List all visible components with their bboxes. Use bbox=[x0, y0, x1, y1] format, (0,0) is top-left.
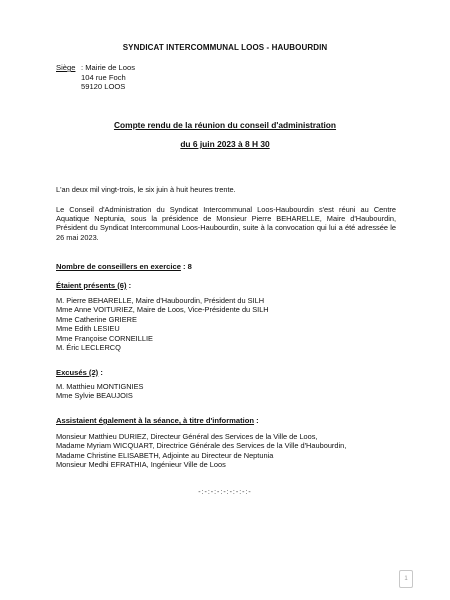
excused-members-list bbox=[56, 382, 143, 401]
section-separator: -:-:-:-:-:-:-:-:- bbox=[198, 489, 252, 496]
attendees-heading: Assistaient également à la séance, à titre d'information : bbox=[56, 416, 259, 425]
list-item: Madame Christine ELISABETH, Adjointe au Directeur de Neptunia bbox=[56, 450, 274, 460]
councillors-count bbox=[56, 262, 192, 271]
head-office-address bbox=[56, 63, 135, 92]
list-item: Mme Edith LESIEU bbox=[56, 324, 120, 334]
organization-header: SYNDICAT INTERCOMMUNAL LOOS - HAUBOURDIN bbox=[122, 43, 328, 52]
list-item: Mme Catherine GRIERE bbox=[56, 314, 137, 324]
head-office-label: Siège bbox=[56, 63, 76, 72]
list-item: Mme Sylvie BEAUJOIS bbox=[56, 391, 133, 401]
page-number: 1 bbox=[399, 570, 413, 588]
list-item: Madame Myriam WICQUART, Directrice Générale des Services de la Ville d'Haubourdin, bbox=[56, 441, 347, 451]
councillors-count-label: Nombre de conseillers en exercice bbox=[56, 262, 181, 271]
excused-heading-label: Excusés (2) bbox=[56, 368, 99, 377]
meeting-paragraph: Le Conseil d'Administration du Syndicat Intercommunal Loos-Haubourdin s'est réuni au Centre Aquatique Neptunia, sous la présidence de Monsieur Pierre BEHARELLE, Maire d'Haubourdin, Président du Syndicat Intercommunal Loos-Haubourdin, suite à la convocation qui lui a été adressée le 26 mai 2023. bbox=[56, 205, 396, 242]
excused-heading: Excusés (2) : bbox=[56, 368, 103, 377]
address-line-3: 59120 LOOS bbox=[81, 82, 126, 92]
councillors-count-value: : 8 bbox=[180, 262, 192, 271]
list-item: Monsieur Matthieu DURIEZ, Directeur Général des Services de la Ville de Loos, bbox=[56, 432, 318, 441]
list-item: M. Éric LECLERCQ bbox=[56, 343, 121, 353]
list-item: Mme Anne VOITURIEZ, Maire de Loos, Vice-Présidente du SILH bbox=[56, 305, 269, 315]
attendees-heading-label: Assistaient également à la séance, à titre d'information bbox=[56, 416, 255, 425]
document-title: Compte rendu de la réunion du conseil d'administration bbox=[113, 120, 337, 130]
list-item: M. Pierre BEHARELLE, Maire d'Haubourdin, Président du SILH bbox=[56, 296, 265, 305]
list-item: M. Matthieu MONTIGNIES bbox=[56, 382, 144, 391]
present-members-list bbox=[56, 296, 269, 352]
attendees-list bbox=[56, 432, 346, 470]
list-item: Monsieur Medhi EFRATHIA, Ingénieur Ville de Loos bbox=[56, 460, 226, 470]
present-heading-label: Étaient présents (6) bbox=[56, 281, 127, 290]
meeting-date: du 6 juin 2023 à 8 H 30 bbox=[180, 139, 270, 149]
address-line-1: : Mairie de Loos bbox=[81, 63, 136, 72]
present-heading: Étaient présents (6) : bbox=[56, 281, 132, 290]
list-item: Mme Françoise CORNEILLIE bbox=[56, 333, 153, 343]
address-line-2: 104 rue Foch bbox=[81, 72, 126, 82]
intro-paragraph: L'an deux mil vingt-trois, le six juin à huit heures trente. bbox=[56, 185, 236, 194]
